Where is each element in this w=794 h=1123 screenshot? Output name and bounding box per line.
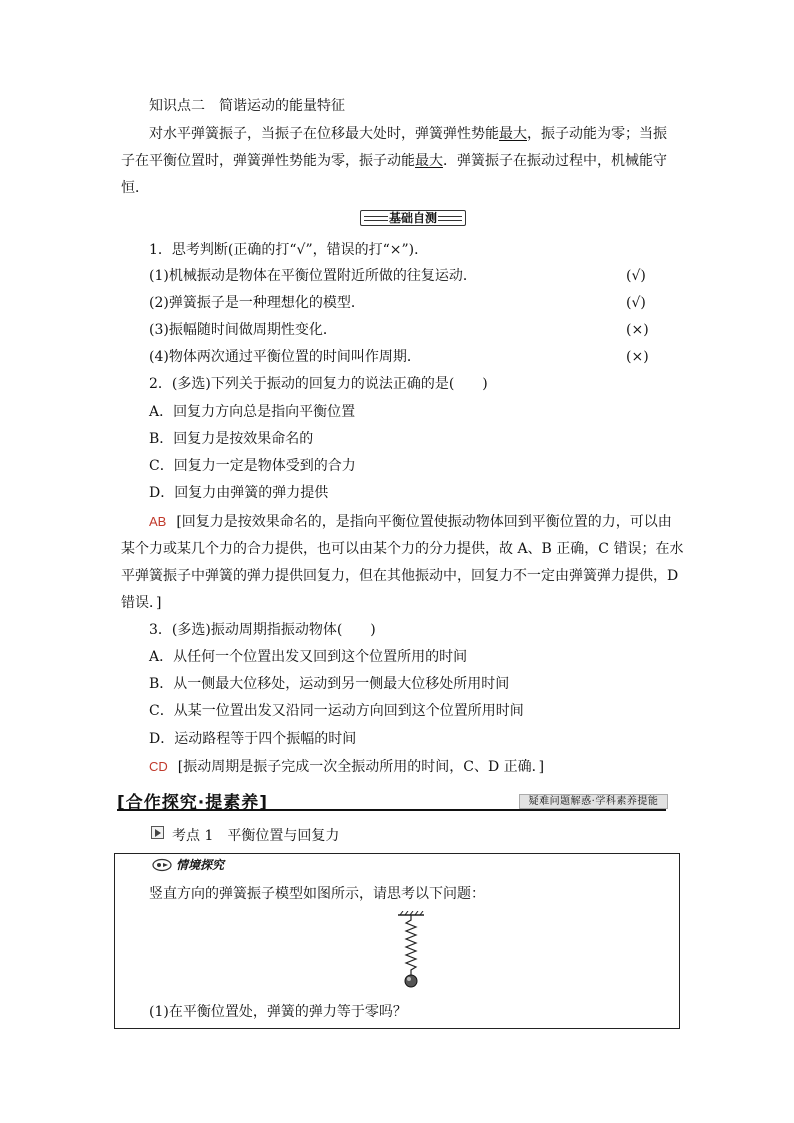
- judgment-mark: (×): [626, 322, 649, 338]
- exam-point-title: 考点 1 平衡位置与回复力: [172, 828, 340, 844]
- option-a: A．回复力方向总是指向平衡位置: [149, 404, 356, 420]
- explanation-line: 错误．]: [121, 595, 162, 611]
- scenario-question: (1)在平衡位置处，弹簧的弹力等于零吗？: [149, 1004, 407, 1020]
- text-run: 子在平衡位置时，弹簧弹性势能为零，振子动能: [121, 153, 415, 169]
- option-b: B．回复力是按效果命名的: [149, 431, 314, 447]
- underlined-answer: 最大: [415, 153, 443, 169]
- scenario-label: 情境探究: [176, 858, 225, 872]
- judgment-mark: (√): [626, 295, 646, 311]
- scenario-icon: [152, 858, 172, 872]
- judgment-item: (3)振幅随时间做周期性变化．: [149, 322, 337, 338]
- question-stem: 1．思考判断(正确的打“√”，错误的打“×”)．: [149, 242, 429, 258]
- scenario-intro: 竖直方向的弹簧振子模型如图所示，请思考以下问题：: [149, 886, 485, 902]
- section-heading: 知识点二 简谐运动的能量特征: [149, 98, 345, 114]
- oscillator-ball: [405, 975, 417, 987]
- text-run: ，振子动能为零；当振: [527, 126, 667, 142]
- answer-label: CD: [149, 759, 168, 774]
- answer-label: AB: [149, 514, 167, 529]
- judgment-item: (1)机械振动是物体在平衡位置附近所做的往复运动．: [149, 268, 477, 284]
- basic-self-test-banner: 基础自测: [360, 210, 466, 226]
- paragraph-line: 恒．: [121, 180, 149, 196]
- text-run: [振动周期是振子完成一次全振动所用的时间，C、D 正确．]: [177, 759, 545, 775]
- section-title: [合作探究·提素养]: [117, 793, 268, 813]
- answer-explanation-line: [149, 757, 544, 777]
- question-stem: 2．(多选)下列关于振动的回复力的说法正确的是( ): [149, 376, 488, 392]
- option-d: D．运动路程等于四个振幅的时间: [149, 731, 357, 747]
- judgment-mark: (×): [626, 349, 649, 365]
- text-run: [回复力是按效果命名的，是指向平衡位置使振动物体回到平衡位置的力，可以由: [176, 514, 672, 530]
- section-tag: 疑难问题解惑·学科素养提能: [519, 794, 668, 809]
- paragraph-line: [121, 151, 676, 171]
- option-d: D．回复力由弹簧的弹力提供: [149, 485, 329, 501]
- vertical-spring-oscillator-figure: [394, 911, 428, 991]
- paragraph-line: [149, 124, 667, 144]
- answer-explanation-line: [149, 512, 672, 532]
- section-rule: [117, 809, 666, 811]
- play-icon: [151, 826, 164, 839]
- explanation-line: 某个力或某几个力的合力提供，也可以由某个力的分力提供，故 A、B 正确，C 错误；在水: [121, 541, 684, 557]
- judgment-item: (4)物体两次通过平衡位置的时间叫作周期．: [149, 349, 421, 365]
- ball-highlight: [407, 977, 411, 981]
- option-c: C．从某一位置出发又沿同一运动方向回到这个位置所用时间: [149, 703, 524, 719]
- question-stem: 3．(多选)振动周期指振动物体( ): [149, 622, 376, 638]
- judgment-mark: (√): [626, 268, 646, 284]
- explanation-line: 平弹簧振子中弹簧的弹力提供回复力，但在其他振动中，回复力不一定由弹簧弹力提供，D: [121, 568, 679, 584]
- underlined-answer: 最大: [499, 126, 527, 142]
- text-run: 对水平弹簧振子，当振子在位移最大处时，弹簧弹性势能: [149, 126, 499, 142]
- option-c: C．回复力一定是物体受到的合力: [149, 458, 356, 474]
- text-run: ．弹簧振子在振动过程中，机械能守: [443, 153, 667, 169]
- judgment-item: (2)弹簧振子是一种理想化的模型．: [149, 295, 365, 311]
- option-b: B．从一侧最大位移处，运动到另一侧最大位移处所用时间: [149, 676, 510, 692]
- spring-coil: [406, 915, 416, 975]
- option-a: A．从任何一个位置出发又回到这个位置所用的时间: [149, 649, 468, 665]
